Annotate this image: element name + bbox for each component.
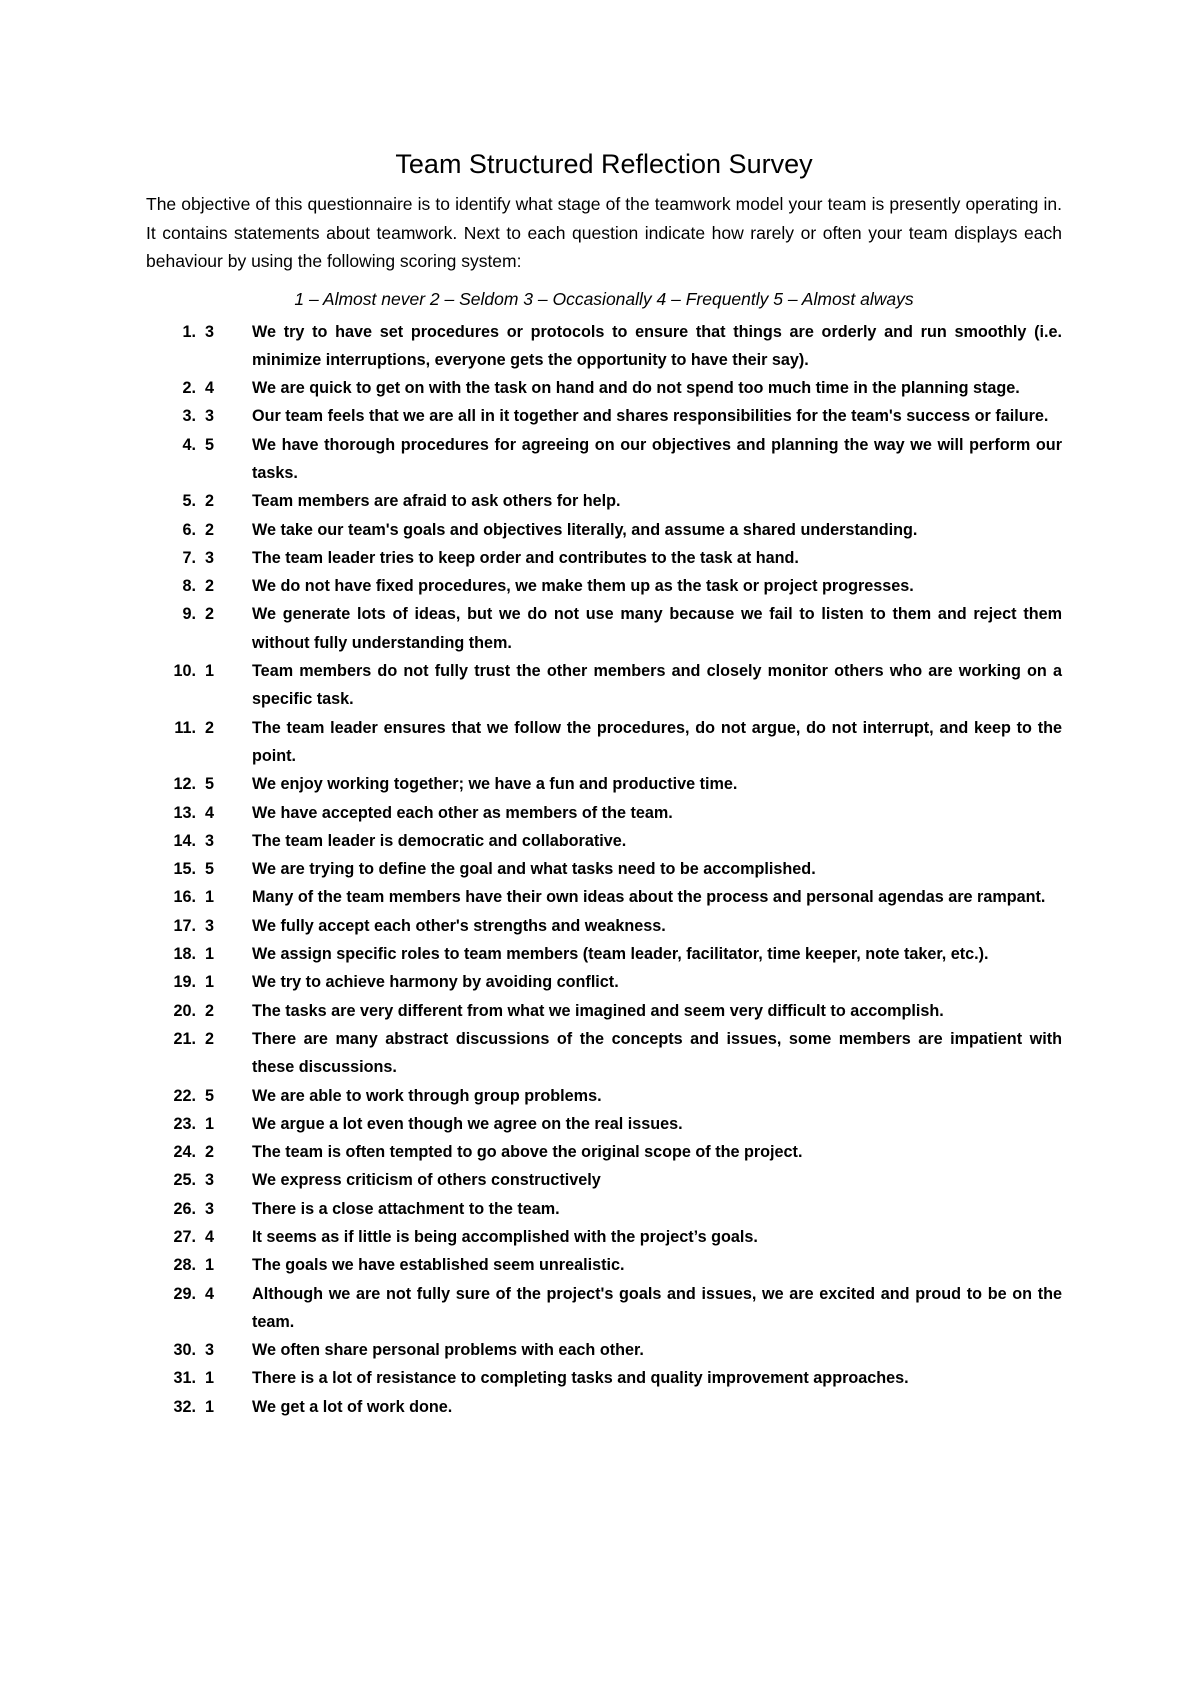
item-number: 30.	[173, 1341, 196, 1360]
item-statement: We are trying to define the goal and what tasks need to be accomplished.	[252, 860, 816, 879]
item-score: 5	[205, 435, 215, 454]
survey-item	[146, 1336, 1062, 1364]
item-number: 7.	[182, 548, 196, 567]
item-score: 3	[205, 831, 215, 850]
survey-item	[146, 1166, 1062, 1194]
item-score: 2	[205, 718, 215, 737]
survey-items	[146, 318, 1062, 1422]
survey-item	[146, 1223, 1062, 1251]
item-statement: The team leader is democratic and collaborative.	[252, 831, 627, 850]
item-number: 27.	[173, 1228, 196, 1246]
survey-item	[146, 544, 1062, 572]
item-statement: We try to have set procedures or protocols to ensure that things are orderly and run smoothly (i.e. minimize interruptions, everyone gets the opportunity to have their say).	[252, 322, 1062, 369]
item-number: 18.	[173, 945, 196, 964]
item-score: 3	[205, 1341, 215, 1360]
item-score: 4	[205, 379, 215, 398]
item-number: 19.	[173, 973, 196, 992]
item-score: 5	[205, 1086, 215, 1105]
item-statement: We try to achieve harmony by avoiding conflict.	[252, 973, 619, 992]
item-number: 21.	[173, 1029, 196, 1048]
item-number: 10.	[173, 662, 196, 681]
item-number: 16.	[173, 888, 196, 907]
item-score: 2	[205, 492, 215, 511]
item-number: 31.	[173, 1369, 196, 1388]
item-statement: The tasks are very different from what we imagined and seem very difficult to accomplish.	[252, 1001, 944, 1020]
item-statement: We generate lots of ideas, but we do not use many because we fail to listen to them and reject them without fully understanding them.	[252, 605, 1062, 652]
item-number: 5.	[182, 492, 196, 511]
item-statement: We fully accept each other's strengths and weakness.	[252, 916, 666, 935]
item-score: 1	[205, 1256, 215, 1275]
item-score: 3	[205, 916, 215, 935]
item-score: 2	[205, 520, 215, 539]
survey-item	[146, 1138, 1062, 1166]
item-number: 29.	[173, 1284, 196, 1303]
item-statement: Team members do not fully trust the other members and closely monitor others who are working on a specific task.	[252, 662, 1062, 709]
item-score: 1	[205, 973, 215, 992]
item-statement: We enjoy working together; we have a fun and productive time.	[252, 775, 738, 794]
survey-item	[146, 883, 1062, 911]
item-score: 4	[205, 1228, 215, 1246]
survey-item	[146, 799, 1062, 827]
item-number: 9.	[182, 605, 196, 624]
survey-item	[146, 855, 1062, 883]
item-score: 3	[205, 407, 215, 426]
item-score: 4	[205, 1284, 215, 1303]
item-statement: We often share personal problems with each other.	[252, 1341, 644, 1360]
item-score: 4	[205, 803, 215, 822]
item-statement: We take our team's goals and objectives literally, and assume a shared understanding.	[252, 520, 918, 539]
survey-item	[146, 487, 1062, 515]
item-number: 23.	[173, 1114, 196, 1133]
item-score: 2	[205, 1143, 215, 1162]
item-statement: We are able to work through group problems.	[252, 1086, 602, 1105]
item-statement: We have thorough procedures for agreeing on our objectives and planning the way we will perform our tasks.	[252, 435, 1062, 482]
survey-item	[146, 657, 1062, 714]
item-number: 15.	[173, 860, 196, 879]
item-number: 3.	[182, 407, 196, 426]
item-number: 1.	[182, 322, 196, 341]
item-score: 1	[205, 1397, 215, 1416]
item-number: 32.	[173, 1397, 196, 1416]
item-statement: We are quick to get on with the task on hand and do not spend too much time in the planning stage.	[252, 379, 1020, 398]
item-statement: We argue a lot even though we agree on the real issues.	[252, 1114, 683, 1133]
survey-item	[146, 912, 1062, 940]
item-score: 2	[205, 577, 215, 596]
item-statement: We express criticism of others constructively	[252, 1171, 601, 1190]
survey-item	[146, 1082, 1062, 1110]
item-number: 2.	[182, 379, 196, 398]
item-statement: We assign specific roles to team members (team leader, facilitator, time keeper, note taker, etc.).	[252, 945, 989, 964]
item-score: 5	[205, 775, 215, 794]
survey-item	[146, 374, 1062, 402]
item-statement: There is a close attachment to the team.	[252, 1199, 560, 1218]
item-score: 5	[205, 860, 215, 879]
item-score: 1	[205, 662, 215, 681]
item-number: 8.	[182, 577, 196, 596]
survey-item	[146, 516, 1062, 544]
document-page	[146, 146, 1062, 1421]
item-statement: Although we are not fully sure of the project's goals and issues, we are excited and proud to be on the team.	[252, 1284, 1062, 1331]
item-score: 2	[205, 1029, 215, 1048]
item-score: 3	[205, 322, 215, 341]
item-number: 22.	[173, 1086, 196, 1105]
item-statement: There is a lot of resistance to completing tasks and quality improvement approaches.	[252, 1369, 909, 1388]
item-score: 3	[205, 1171, 215, 1190]
survey-item	[146, 402, 1062, 430]
intro-paragraph: The objective of this questionnaire is to identify what stage of the teamwork model your team is presently operating in. It contains statements about teamwork. Next to each question indicate how rarely or often your team displays each behaviour by using the following scoring system:	[146, 194, 1062, 271]
survey-item	[146, 1251, 1062, 1279]
survey-item	[146, 431, 1062, 488]
survey-item	[146, 1025, 1062, 1082]
survey-item	[146, 1364, 1062, 1392]
item-statement: We do not have fixed procedures, we make them up as the task or project progresses.	[252, 577, 914, 596]
item-statement: We get a lot of work done.	[252, 1397, 453, 1416]
item-statement: Team members are afraid to ask others for help.	[252, 492, 621, 511]
item-number: 4.	[182, 435, 196, 454]
item-score: 1	[205, 888, 215, 907]
item-number: 24.	[173, 1143, 196, 1162]
survey-item	[146, 997, 1062, 1025]
item-number: 13.	[173, 803, 196, 822]
scoring-scale: 1 – Almost never 2 – Seldom 3 – Occasionally 4 – Frequently 5 – Almost always	[294, 288, 914, 309]
survey-item	[146, 1393, 1062, 1421]
item-statement: The team is often tempted to go above the original scope of the project.	[252, 1143, 803, 1162]
item-number: 28.	[173, 1256, 196, 1275]
item-score: 2	[205, 1001, 215, 1020]
survey-item	[146, 827, 1062, 855]
item-score: 1	[205, 945, 215, 964]
item-number: 6.	[182, 520, 196, 539]
item-statement: The goals we have established seem unrealistic.	[252, 1256, 625, 1275]
survey-item	[146, 600, 1062, 657]
item-number: 20.	[173, 1001, 196, 1020]
item-statement: It seems as if little is being accomplished with the project’s goals.	[252, 1228, 758, 1246]
survey-item	[146, 318, 1062, 375]
item-number: 14.	[173, 831, 196, 850]
survey-item	[146, 714, 1062, 771]
survey-item	[146, 1195, 1062, 1223]
item-score: 3	[205, 1199, 215, 1218]
item-statement: Our team feels that we are all in it together and shares responsibilities for the team's success or failure.	[252, 407, 1049, 426]
survey-item	[146, 940, 1062, 968]
item-statement: There are many abstract discussions of the concepts and issues, some members are impatient with these discussions.	[252, 1029, 1062, 1077]
item-statement: The team leader tries to keep order and contributes to the task at hand.	[252, 548, 799, 567]
item-statement: Many of the team members have their own ideas about the process and personal agendas are rampant.	[252, 888, 1046, 907]
item-statement: We have accepted each other as members of the team.	[252, 803, 673, 822]
item-number: 17.	[173, 916, 196, 935]
item-number: 26.	[173, 1199, 196, 1218]
item-score: 1	[205, 1114, 215, 1133]
item-statement: The team leader ensures that we follow the procedures, do not argue, do not interrupt, and keep to the point.	[252, 718, 1062, 765]
item-score: 3	[205, 548, 215, 567]
survey-item	[146, 968, 1062, 996]
page-title: Team Structured Reflection Survey	[395, 149, 813, 179]
item-number: 11.	[174, 718, 196, 737]
survey-item	[146, 770, 1062, 798]
item-number: 25.	[173, 1171, 196, 1190]
survey-item	[146, 1110, 1062, 1138]
survey-item	[146, 572, 1062, 600]
item-score: 2	[205, 605, 215, 624]
item-number: 12.	[173, 775, 196, 794]
survey-item	[146, 1280, 1062, 1337]
item-score: 1	[205, 1369, 215, 1388]
